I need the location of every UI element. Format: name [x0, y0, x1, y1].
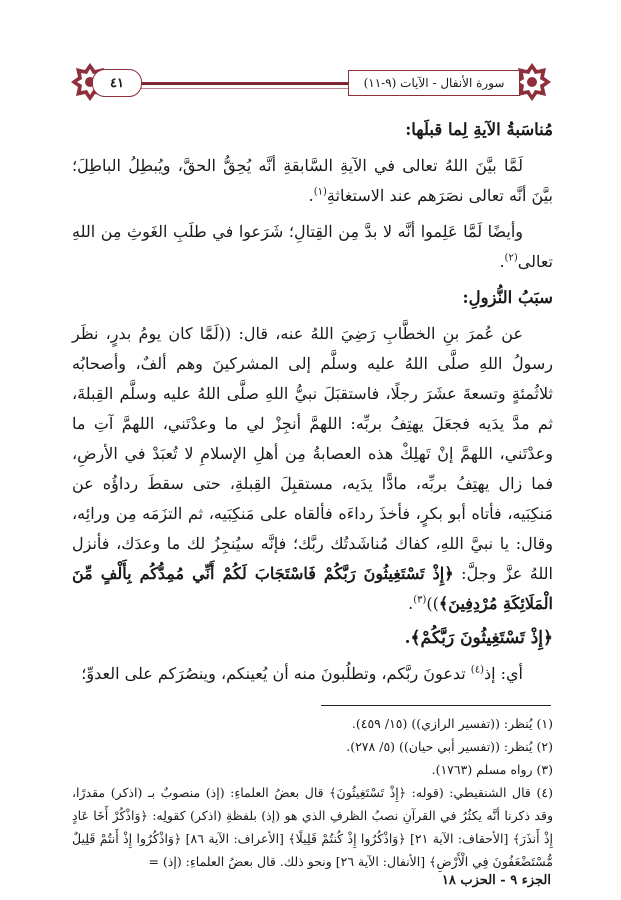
footnote: (٤) قال الشنقيطي: (قوله: ﴿إِذْ تَسْتَغِيثُونَ﴾ قال بعضُ العلماءِ: (إذ) منصوبٌ بـ (اذكر) مقدرًا، وقد ذكرنا أنَّه يكثُرُ في القرآنِ نصبُ الظرفِ الذي هو (إذ) بلفظةِ (اذكر) كقولِه: ﴿وَاذْكُرْ أَخَا عَادٍ إِذْ أَنذَرَ﴾ [الأحقاف: الآية ٢١] ﴿وَاذْكُرُوا إِذْ كُنتُمْ قَلِيلًا﴾ [الأعراف: الآية ٨٦] ﴿وَاذْكُرُوا إِذْ أَنتُمْ قَلِيلٌ مُّسْتَضْعَفُونَ فِي الْأَرْضِ﴾ [الأنفال: الآية ٢٦] ونحو ذلك. قال بعضُ العلماءِ: (إذ) =	[72, 785, 553, 869]
hadith-paragraph	[72, 319, 553, 619]
footnote-ref: (٤)	[470, 664, 484, 676]
footnote: (١) يُنظر: ((تفسير الرازي)) (١٥/ ٤٥٩).	[351, 716, 553, 731]
footnote-ref: (٣)	[413, 594, 427, 606]
paragraph	[72, 151, 553, 211]
paragraph	[72, 217, 553, 277]
footnote-ref: (٢)	[504, 252, 518, 264]
paragraph-text: ))	[426, 594, 439, 613]
section-heading-revelation-cause: سبَبُ النُّزولِ:	[462, 288, 553, 307]
paragraph-text: .	[499, 252, 505, 271]
surah-title: سورة الأنفال - الآيات (٩-١١)	[348, 70, 520, 96]
footnote: (٣) رواه مسلم (١٧٦٣).	[431, 762, 553, 777]
paragraph-text: لَمَّا بيَّنَ اللهُ تعالى في الآيةِ السَّابقةِ أنَّه يُحِقُّ الحقَّ، ويُبطِلُ الباطِلَ؛ بيَّنَ أنَّه تعالى نصَرَهم عند الاستغاثةِ	[72, 156, 553, 205]
footnote-separator	[321, 705, 551, 706]
paragraph-text: وأيضًا لَمَّا عَلِموا أنَّه لا بدَّ مِن القِتالِ؛ شَرَعوا في طلَبِ الغَوثِ مِن اللهِ تعالى	[72, 222, 553, 271]
paragraph-text: تدعونَ ربَّكم، وتطلُبونَ منه أن يُعينكم، وينصُرَكم على العدوِّ؛	[81, 664, 471, 683]
main-text	[72, 115, 553, 689]
paragraph-text: .	[408, 594, 414, 613]
section-heading-relevance: مُناسَبةُ الآيةِ لِما قبلَها:	[405, 120, 553, 139]
paragraph-text: .	[308, 186, 314, 205]
verse-heading: ﴿إِذْ تَسْتَغِيثُونَ رَبَّكُمْ﴾.	[404, 628, 553, 648]
page-header	[70, 60, 552, 106]
footnote: (٢) يُنظر: ((تفسير أبي حيان)) (٥/ ٢٧٨).	[346, 739, 553, 754]
footnote-ref: (١)	[313, 186, 327, 198]
page-number: ٤١	[92, 69, 142, 97]
quran-verse: ﴿إِذْ تَسْتَغِيثُونَ رَبَّكُمْ فَاسْتَجَابَ لَكُمْ أَنِّي مُمِدُّكُم بِأَلْفٍ مِّنَ الْمَلَائِكَةِ مُرْدِفِينَ﴾	[72, 564, 553, 613]
footnotes	[72, 712, 553, 873]
paragraph-text: أي: إذ	[483, 664, 523, 683]
paragraph-text: عن عُمرَ بنِ الخطَّابِ رَضِيَ اللهُ عنه، قال: ((لَمَّا كان يومُ بدرٍ، نظَر رسولُ اللهِ صلَّى اللهُ عليه وسلَّم إلى المشركينَ وهم ألفٌ، وأصحابُه ثلاثُمئةٍ وتسعةَ عشَرَ رجلًا، فاستقبَلَ نبيُّ اللهِ صلَّى اللهُ عليه وسلَّم القِبلةَ، ثم مدَّ يدَيه فجعَلَ يهتِفُ بربِّه: اللهمَّ أنجِزْ لي ما وعدْتَني، اللهمَّ آتِ ما وعدْتَني، اللهمَّ إنْ تَهلِكْ هذه العصابةُ مِن أهلِ الإسلامِ لا تُعبَدْ في الأرضِ، فما زال يهتِفُ بربِّه، مادًّا يدَيه، مستقبِلَ القِبلةِ، حتى سقطَ رداؤُه عن مَنكِبَيه، فأتاه أبو بكرٍ، فأخذَ رداءَه فألقاه على مَنكِبَيه، ثم التزَمَه مِن ورائِه، وقال: يا نبيَّ اللهِ، كفاك مُناشَدتُك ربَّك؛ فإنَّه سيُنجِزُ لك ما وعدَك، فأنزل اللهُ عزَّ وجلَّ:	[72, 324, 554, 583]
paragraph	[72, 659, 553, 689]
page-footer: الجزء ٩ - الحزب ١٨	[441, 873, 551, 888]
